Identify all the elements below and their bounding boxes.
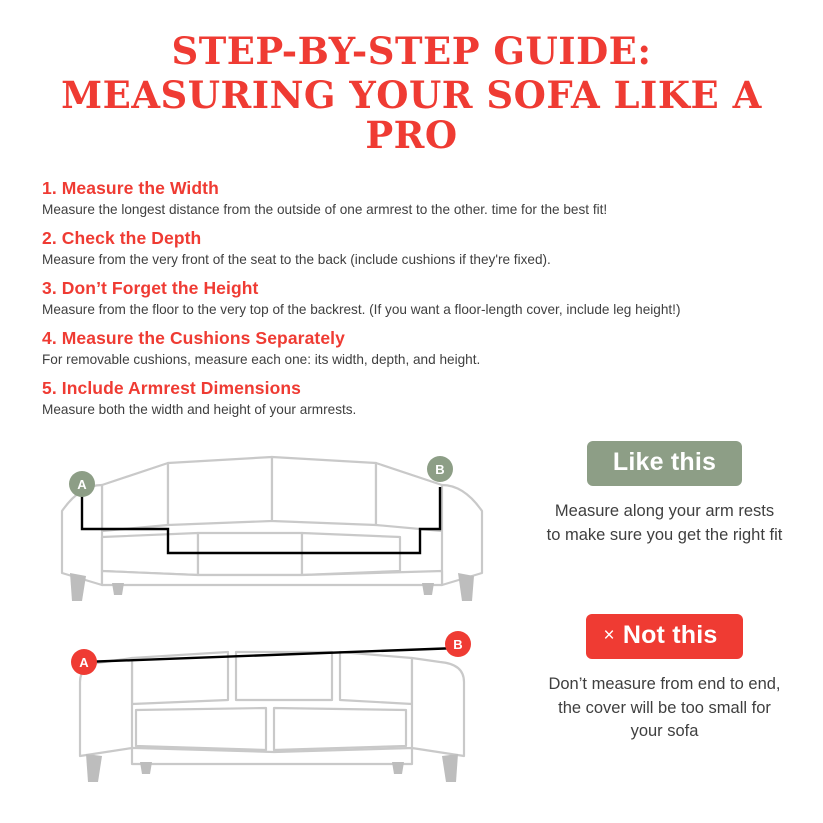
step-text: Measure the longest distance from the outside of one armrest to the other. time for the best fit! — [42, 201, 608, 217]
step-title: 3. Don’t Forget the Height — [42, 277, 259, 298]
sofa2-back-right — [340, 652, 412, 704]
step-text: For removable cushions, measure each one: its width, depth, and height. — [42, 351, 481, 367]
step-item — [42, 278, 783, 319]
illustration-section — [40, 433, 783, 803]
step-text: Measure from the floor to the very top of the backrest. (If you want a floor-length cover, include leg height!) — [42, 301, 681, 317]
close-icon: × — [603, 624, 615, 646]
sofa2-arm-right — [412, 658, 464, 756]
step-text: Measure from the very front of the seat to the back (include cushions if they're fixed). — [42, 251, 551, 267]
like-this-badge — [587, 441, 742, 486]
step-title: 5. Include Armrest Dimensions — [42, 377, 301, 398]
sofa-incorrect-svg — [40, 618, 500, 798]
marker-b-correct — [427, 456, 453, 482]
sofa-leg-front-left — [70, 573, 86, 601]
marker-b-label: B — [435, 461, 445, 477]
sofa-leg-back-right — [422, 583, 434, 595]
sofa-leg-back-left — [112, 583, 124, 595]
sofa-leg-front-right — [458, 573, 474, 601]
step-title: 4. Measure the Cushions Separately — [42, 327, 345, 348]
sofa-back-center-left — [168, 457, 272, 525]
step-item — [42, 328, 783, 369]
marker-a-incorrect — [71, 649, 97, 675]
advice-good — [546, 441, 783, 548]
step-text: Measure both the width and height of your armrests. — [42, 401, 357, 417]
step-item — [42, 228, 783, 269]
not-this-text: Don’t measure from end to end, the cover will be too small for your sofa — [548, 674, 781, 741]
page-title — [40, 0, 783, 156]
title-line-2: MEASURING YOUR SOFA LIKE A PRO — [61, 72, 762, 157]
step-title: 2. Check the Depth — [42, 227, 202, 248]
sofa-back-center-right — [272, 457, 376, 525]
not-this-badge — [586, 614, 744, 659]
marker-b-incorrect — [445, 631, 471, 657]
marker-a-label: A — [77, 476, 87, 492]
sofa2-leg-front-left — [86, 754, 102, 782]
advice-column — [540, 433, 783, 803]
step-item — [42, 178, 783, 219]
sofa2-leg-back-right — [392, 762, 404, 774]
sofa2-base — [132, 748, 412, 764]
steps-list — [40, 178, 783, 419]
sofa2-seat-right — [274, 708, 406, 750]
not-this-label: Not this — [622, 620, 718, 649]
sofa2-leg-front-right — [442, 754, 458, 782]
sofa2-back-center — [236, 652, 332, 700]
marker-b-label: B — [453, 636, 463, 652]
title-line-1: STEP-BY-STEP GUIDE: — [171, 29, 652, 73]
sofa-diagram-incorrect — [40, 618, 540, 803]
advice-bad — [546, 614, 783, 745]
sofa-diagram-correct — [40, 433, 540, 618]
sofa-diagrams-column — [40, 433, 540, 803]
step-item — [42, 378, 783, 419]
sofa-back-left — [102, 463, 168, 531]
sofa2-seat-left — [136, 708, 266, 750]
sofa-arm-right — [442, 485, 482, 585]
sofa-correct-svg — [40, 433, 500, 613]
like-this-text: Measure along your arm rests to make sure you get the right fit — [546, 501, 783, 544]
sofa2-leg-back-left — [140, 762, 152, 774]
step-title: 1. Measure the Width — [42, 177, 219, 198]
like-this-label: Like this — [612, 447, 717, 476]
marker-a-label: A — [79, 654, 89, 670]
marker-a-correct — [69, 471, 95, 497]
